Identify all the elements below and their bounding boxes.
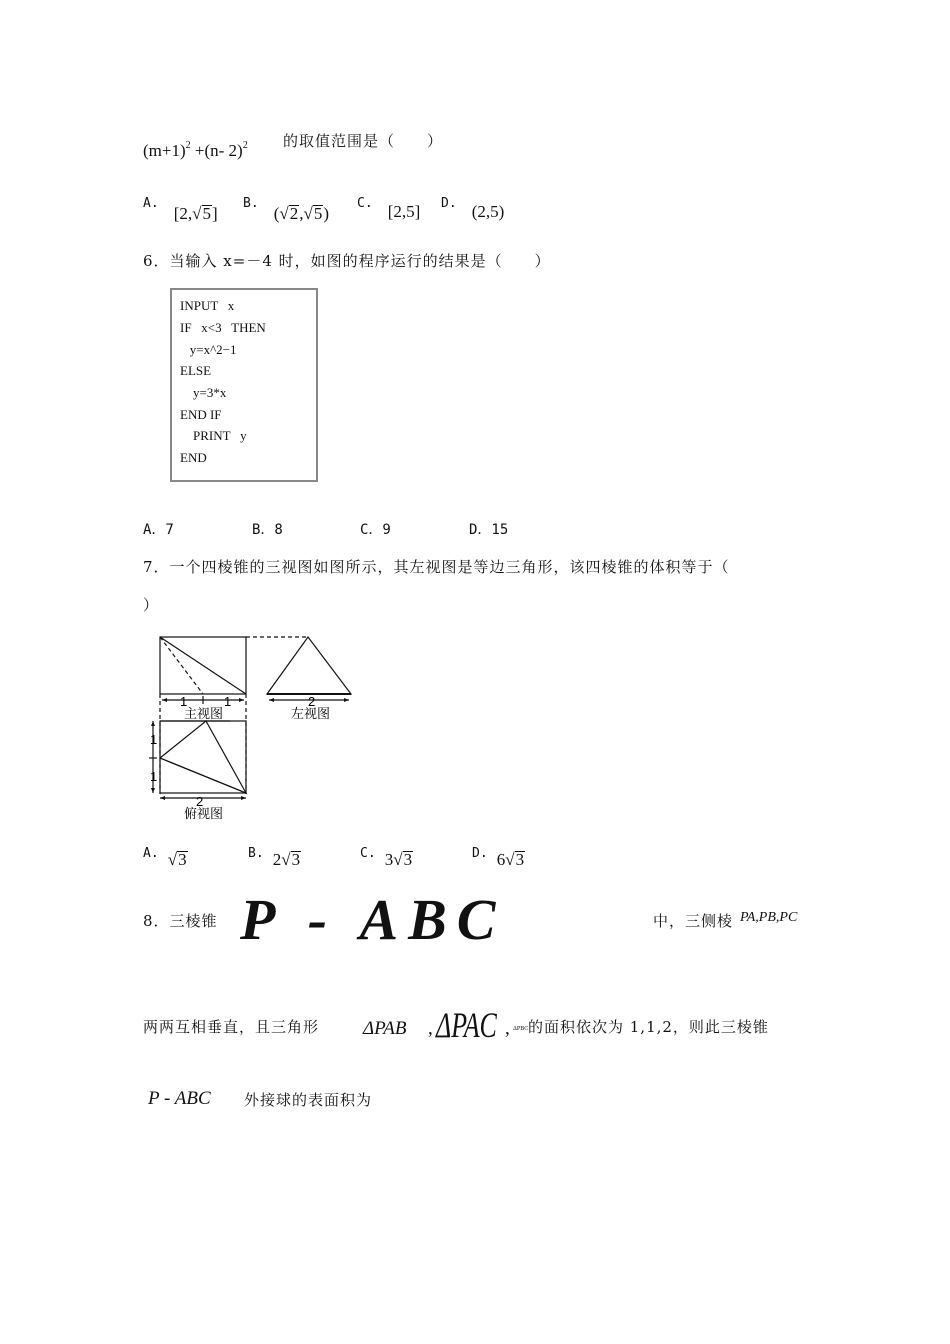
q7-stem-line2: ） [143,596,160,614]
q8-triangle-pab: ΔPAB [363,1018,407,1039]
code-line: y=3*x [180,385,227,400]
q6-stem: 6．当输入 x=－4 时，如图的程序运行的结果是（ ） [143,252,551,270]
code-line: PRINT y [180,428,247,443]
dim-label: 1 [150,732,158,747]
program-code-box [170,288,318,482]
q5-option-a[interactable]: A. [2,√5] [143,196,218,223]
q6-option-a[interactable]: A．7 [143,522,174,538]
q8-line3-suffix: 外接球的表面积为 [244,1091,373,1109]
top-view-label: 俯视图 [184,806,224,821]
q5-expression: $(m+1)^2 +(n-$ 2)$^2$ [143,140,248,160]
dim-label: 1 [224,694,232,709]
q7-option-c[interactable]: C. 3√3 [360,846,413,869]
q5-option-c[interactable]: C. [2,5] [357,196,421,221]
side-view-triangle [267,637,351,694]
q5-option-d[interactable]: D. (2,5) [441,196,505,221]
q8-line2-suffix: 的面积依次为 1,1,2，则此三棱锥 [528,1018,769,1036]
q7-option-a[interactable]: A. √3 [143,846,187,869]
dim-label: 2 [196,794,204,809]
front-view-label: 主视图 [184,706,224,721]
code-line: ELSE [180,363,212,378]
q8-line2-prefix: 两两互相垂直，且三角形 [143,1018,320,1036]
q8-line3-formula: P - ABC [148,1088,211,1109]
q6-option-b[interactable]: B．8 [252,522,283,538]
q8-big-formula: P - ABC [240,887,506,952]
dim-label: 2 [308,694,316,709]
q5-stem: 的取值范围是（ ） [283,132,444,150]
front-view-hidden-edge [160,637,203,694]
q7-option-d[interactable]: D. 6√3 [472,846,525,869]
q5-option-b[interactable]: B. (√2,√5) [243,196,330,223]
code-line: END [180,450,207,465]
code-line: y=x^2−1 [180,342,237,357]
q8-edges: PA,PB,PC [740,910,798,925]
three-view-figure [140,628,370,828]
q7-stem-line1: 7．一个四棱锥的三视图如图所示，其左视图是等边三角形，该四棱锥的体积等于（ [143,558,730,576]
q8-triangle-pac: ΔPAC [436,1005,497,1045]
top-view-rect [160,721,246,793]
code-line: IF x<3 THEN [180,320,266,335]
dim-label: 1 [150,769,158,784]
top-view-triangle [160,721,246,793]
front-view-diagonal [160,637,246,694]
q7-option-b[interactable]: B. 2√3 [248,846,301,869]
q8-triangle-pbc: ΔPBC [513,1026,529,1032]
q6-option-d[interactable]: D．15 [469,522,509,538]
dim-label: 1 [180,694,188,709]
q8-prefix: 8．三棱锥 [143,912,218,930]
code-line: END IF [180,407,222,422]
q8-middle: 中，三侧棱 [653,912,734,930]
q6-option-c[interactable]: C．9 [360,522,391,538]
code-line: INPUT x [180,298,235,313]
side-view-label: 左视图 [291,706,331,721]
